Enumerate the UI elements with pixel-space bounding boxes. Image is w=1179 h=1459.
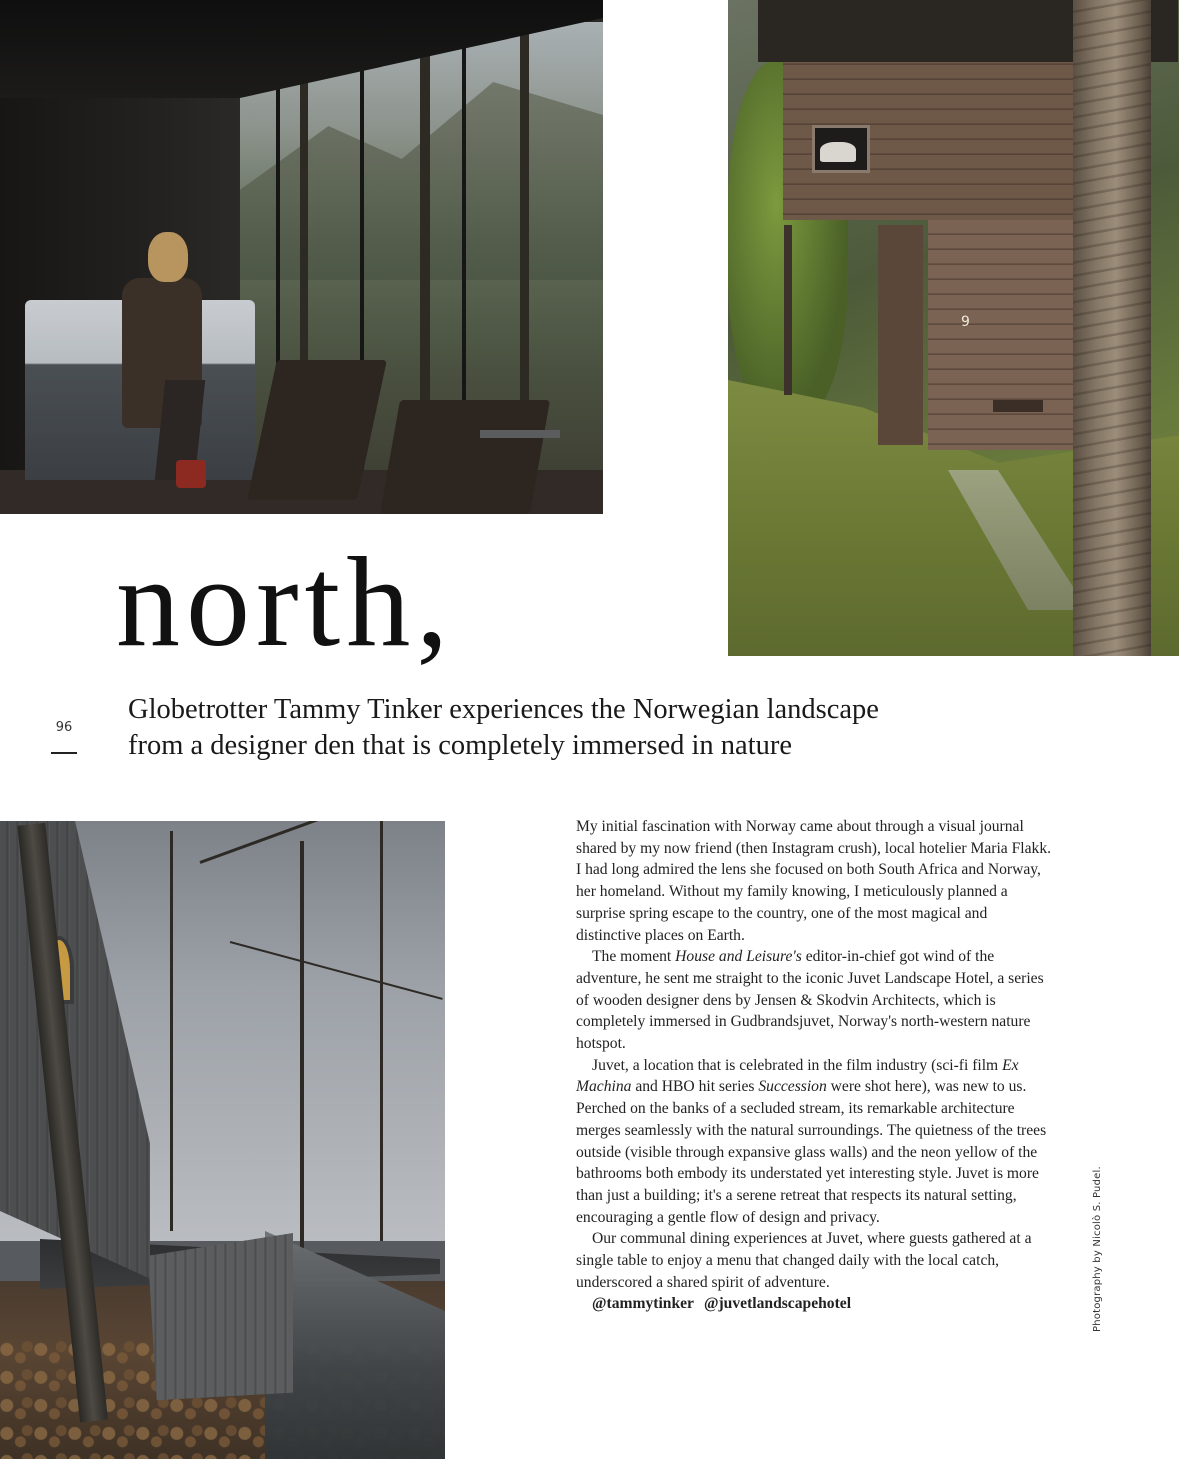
- cabin-number: 9: [961, 314, 970, 330]
- cabin-doorway: [878, 225, 923, 445]
- cabin-lower-wall: [928, 220, 1088, 450]
- body-paragraph: My initial fascination with Norway came about through a visual journal shared by my now friend (then Instagram crush), local hotelier Maria Flakk. I had long admired the lens she focused on both South Africa and Norway, her homeland. Without my family knowing, I meticulously planned a surprise spring escape to the country, one of the most magical and distinctive places on Earth.: [576, 818, 1052, 944]
- standfirst-line: from a designer den that is completely immersed in nature: [128, 730, 793, 761]
- body-text: The moment: [592, 948, 676, 966]
- page-number: 96: [55, 720, 73, 735]
- forest-cabins-photo: [0, 821, 445, 1459]
- series-title: Succession: [758, 1078, 827, 1096]
- window-reflection: [820, 142, 856, 162]
- tree-trunk: [300, 841, 304, 1261]
- page-number-rule: [51, 752, 77, 754]
- bark-texture: [1073, 0, 1151, 656]
- tree-trunk: [170, 831, 173, 1231]
- standfirst-line: Globetrotter Tammy Tinker experiences the Norwegian landscape: [128, 694, 879, 725]
- standfirst: [128, 692, 1028, 764]
- body-paragraph: [576, 1055, 1056, 1229]
- person-head: [148, 232, 188, 282]
- interior-photo: [0, 0, 603, 514]
- tree-trunk: [420, 22, 430, 452]
- body-text: editor-in-chief got wind of the adventure, he sent me straight to the iconic Juvet Landscape Hotel, a series of wooden designer dens by Jensen & Skodvin Architects, which is completely immersed in Gudbrandsjuvet, Norway's north-western nature hotspot.: [576, 948, 1044, 1053]
- cabin-post: [784, 225, 792, 395]
- body-paragraph: Our communal dining experiences at Juvet, where guests gathered at a single table to enjoy a menu that changed daily with the local catch, underscored a shared spirit of adventure.: [576, 1230, 1032, 1291]
- publication-title: House and Leisure's: [675, 948, 802, 966]
- social-handles: [576, 1293, 1056, 1315]
- lounge-chair: [380, 400, 550, 514]
- side-table: [480, 430, 560, 438]
- body-paragraph: [576, 946, 1056, 1055]
- body-text: and HBO hit series: [631, 1078, 759, 1096]
- photo-credit: Photography by Nicolò S. Pudel.: [1092, 1166, 1103, 1332]
- red-boot: [176, 460, 206, 488]
- tree-trunk: [380, 821, 383, 1241]
- handle-tammytinker[interactable]: @tammytinker: [592, 1295, 694, 1313]
- body-text: were shot here), was new to us. Perched on the banks of a secluded stream, its remarkable architecture merges seamlessly with the natural surroundings. The quietness of the trees outside (visible through expansive glass walls) and the neon yellow of the bathrooms both embody its understated yet interesting style. Juvet is more than just a building; it's a serene retreat that respects its natural setting, encouraging a gentle flow of design and privacy.: [576, 1078, 1047, 1226]
- handle-juvet[interactable]: @juvetlandscapehotel: [703, 1295, 852, 1313]
- cabin-plaque: [993, 400, 1043, 412]
- tree-trunk: [520, 22, 529, 452]
- film-title: Ex Machina: [576, 1056, 1019, 1096]
- body-text: Juvet, a location that is celebrated in the film industry (sci-fi film: [592, 1056, 1003, 1074]
- cabin-photo: [728, 0, 1179, 656]
- body-copy: [576, 816, 1056, 1315]
- headline: north,: [116, 531, 455, 673]
